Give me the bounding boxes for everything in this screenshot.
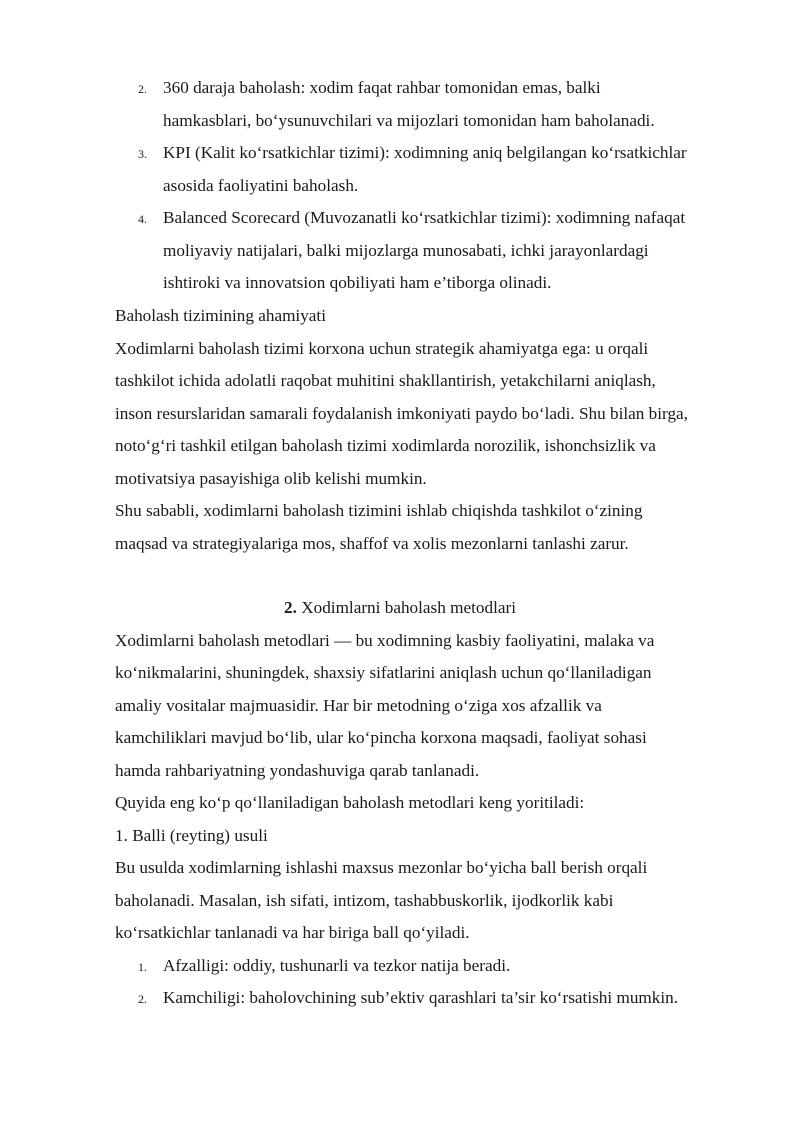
list-item-text: ishtiroki va innovatsion qobiliyati ham e’tiborga olinadi.	[163, 273, 552, 292]
paragraph-line: kamchiliklari mavjud bo‘lib, ular ko‘pincha korxona maqsadi, faoliyat sohasi	[115, 728, 647, 747]
paragraph-line: maqsad va strategiyalariga mos, shaffof va xolis mezonlarni tanlashi zarur.	[115, 534, 629, 553]
paragraph-line: amaliy vositalar majmuasidir. Har bir metodning o‘ziga xos afzallik va	[115, 696, 602, 715]
list-number: 1.	[138, 960, 147, 974]
paragraph-line: inson resurslaridan samarali foydalanish imkoniyati paydo bo‘ladi. Shu bilan birga,	[115, 404, 688, 423]
method-title: 1. Balli (reyting) usuli	[115, 826, 268, 845]
section-heading	[0, 597, 800, 619]
section-heading-number: 2.	[284, 598, 297, 617]
paragraph-line: Xodimlarni baholash tizimi korxona uchun strategik ahamiyatga ega: u orqali	[115, 339, 649, 358]
paragraph-line: baholanadi. Masalan, ish sifati, intizom, tashabbuskorlik, ijodkorlik kabi	[115, 891, 614, 910]
paragraph-line: ko‘nikmalarini, shuningdek, shaxsiy sifatlarini aniqlash uchun qo‘llaniladigan	[115, 663, 652, 682]
list-item-text: Balanced Scorecard (Muvozanatli ko‘rsatkichlar tizimi): xodimning nafaqat	[163, 208, 686, 227]
list-number: 2.	[138, 992, 147, 1006]
list-item-text: asosida faoliyatini baholash.	[163, 176, 359, 195]
paragraph-line: ko‘rsatkichlar tanlanadi va har biriga ball qo‘yiladi.	[115, 923, 470, 942]
list-item-text: moliyaviy natijalari, balki mijozlarga munosabati, ichki jarayonlardagi	[163, 241, 649, 260]
paragraph-line: Shu sababli, xodimlarni baholash tizimini ishlab chiqishda tashkilot o‘zining	[115, 501, 643, 520]
list-item-text: 360 daraja baholash: xodim faqat rahbar tomonidan emas, balki	[163, 78, 601, 97]
list-item-text: Kamchiligi: baholovchining sub’ektiv qarashlari ta’sir ko‘rsatishi mumkin.	[163, 988, 679, 1007]
paragraph-line: hamda rahbariyatning yondashuviga qarab tanlanadi.	[115, 761, 480, 780]
list-item-text: KPI (Kalit ko‘rsatkichlar tizimi): xodimning aniq belgilangan ko‘rsatkichlar	[163, 143, 687, 162]
paragraph-line: motivatsiya pasayishiga olib kelishi mumkin.	[115, 469, 427, 488]
section-title: Baholash tizimining ahamiyati	[115, 306, 326, 325]
list-item-text: Afzalligi: oddiy, tushunarli va tezkor natija beradi.	[163, 956, 511, 975]
list-number: 2.	[138, 82, 147, 96]
paragraph-line: tashkilot ichida adolatli raqobat muhitini shakllantirish, yetakchilarni aniqlash,	[115, 371, 656, 390]
paragraph-line: Quyida eng ko‘p qo‘llaniladigan baholash metodlari keng yoritiladi:	[115, 793, 585, 812]
list-item-text: hamkasblari, bo‘ysunuvchilari va mijozlari tomonidan ham baholanadi.	[163, 111, 655, 130]
list-number: 3.	[138, 147, 147, 161]
section-heading-text: Xodimlarni baholash metodlari	[296, 598, 516, 617]
paragraph-line: Bu usulda xodimlarning ishlashi maxsus mezonlar bo‘yicha ball berish orqali	[115, 858, 648, 877]
list-number: 4.	[138, 212, 147, 226]
paragraph-line: Xodimlarni baholash metodlari — bu xodimning kasbiy faoliyatini, malaka va	[115, 631, 655, 650]
paragraph-line: noto‘g‘ri tashkil etilgan baholash tizimi xodimlarda norozilik, ishonchsizlik va	[115, 436, 656, 455]
